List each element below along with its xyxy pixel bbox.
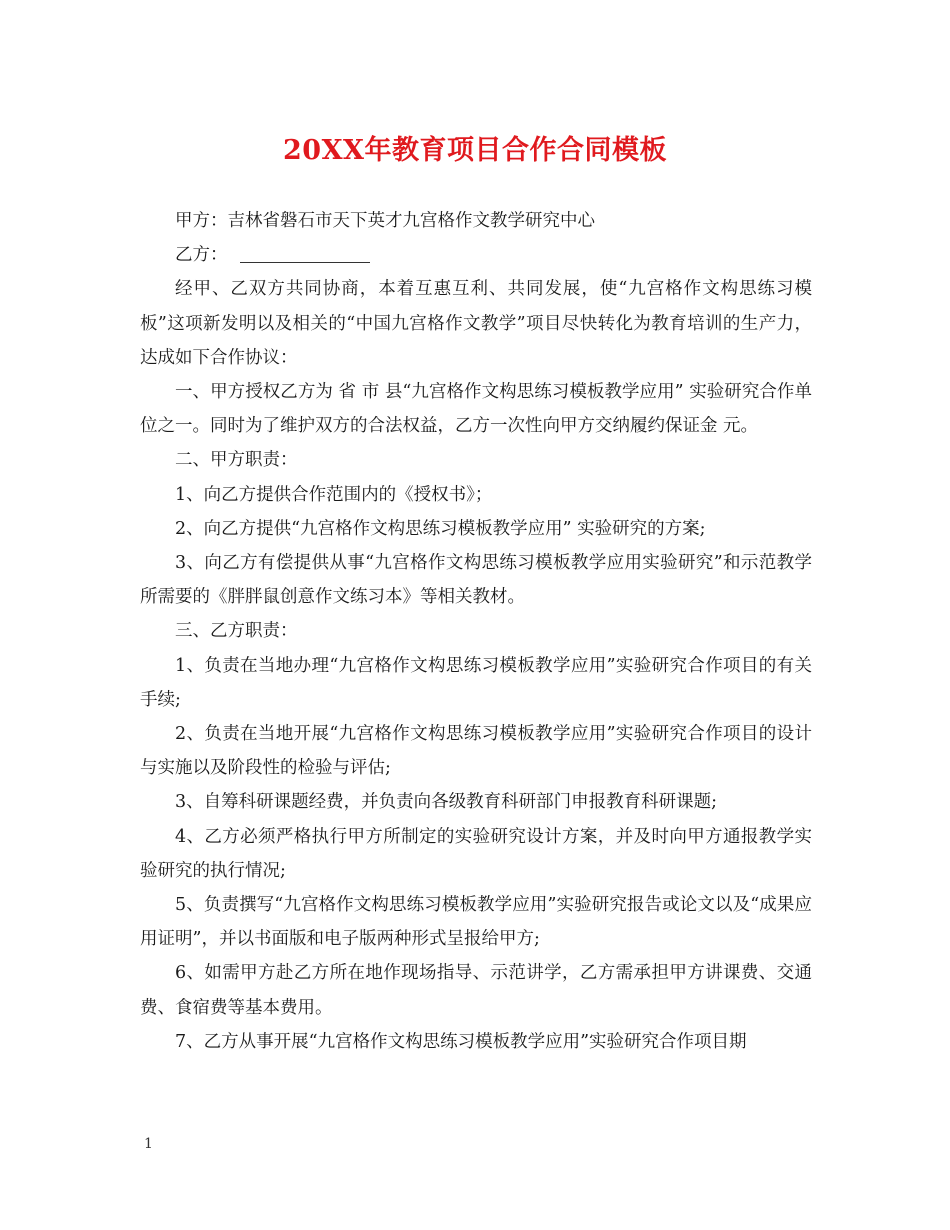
section-heading: 三、乙方职责： bbox=[175, 621, 298, 642]
list-item: 4、乙方必须严格执行甲方所制定的实验研究设计方案，并及时向甲方通报教学实验研究的执行情况; bbox=[140, 826, 812, 881]
list-item: 2、向乙方提供“九宫格作文构思练习模板教学应用” 实验研究的方案; bbox=[175, 518, 706, 539]
document-title: 20XX年教育项目合作合同模板 bbox=[283, 135, 667, 166]
party-b-blank-line bbox=[240, 244, 370, 263]
section-heading: 二、甲方职责： bbox=[175, 450, 298, 471]
party-a-line: 甲方：吉林省磐石市天下英才九宫格作文教学研究中心 bbox=[175, 211, 595, 231]
paragraph: 经甲、乙双方共同协商，本着互惠互利、共同发展，使“九宫格作文构思练习模板”这项新发明以及相关的“中国九宫格作文教学”项目尽快转化为教育培训的生产力，达成如下合作协议： bbox=[140, 279, 812, 368]
list-item: 1、负责在当地办理“九宫格作文构思练习模板教学应用”实验研究合作项目的有关手续; bbox=[140, 655, 812, 710]
list-item: 1、向乙方提供合作范围内的《授权书》； bbox=[175, 484, 493, 505]
list-item: 2、负责在当地开展“九宫格作文构思练习模板教学应用”实验研究合作项目的设计与实施以及阶段性的检验与评估; bbox=[140, 724, 812, 779]
list-item: 7、乙方从事开展“九宫格作文构思练习模板教学应用”实验研究合作项目期 bbox=[175, 1031, 747, 1052]
party-b-line bbox=[140, 238, 812, 272]
document-body bbox=[140, 204, 812, 1059]
list-item: 5、负责撰写“九宫格作文构思练习模板教学应用”实验研究报告或论文以及“成果应用证明”，并以书面版和电子版两种形式呈报给甲方; bbox=[140, 895, 812, 950]
party-b-label: 乙方： bbox=[175, 245, 228, 266]
paragraph: 一、甲方授权乙方为 省 市 县“九宫格作文构思练习模板教学应用” 实验研究合作单位之一。同时为了维护双方的合法权益，乙方一次性向甲方交纳履约保证金 元。 bbox=[140, 382, 812, 437]
page-number: 1 bbox=[144, 1136, 153, 1152]
list-item: 3、自筹科研课题经费，并负责向各级教育科研部门申报教育科研课题; bbox=[175, 792, 718, 813]
list-item: 6、如需甲方赴乙方所在地作现场指导、示范讲学，乙方需承担甲方讲课费、交通费、食宿费等基本费用。 bbox=[140, 963, 812, 1018]
list-item: 3、向乙方有偿提供从事“九宫格作文构思练习模板教学应用实验研究”和示范教学所需要的《胖胖鼠创意作文练习本》等相关教材。 bbox=[140, 553, 812, 608]
